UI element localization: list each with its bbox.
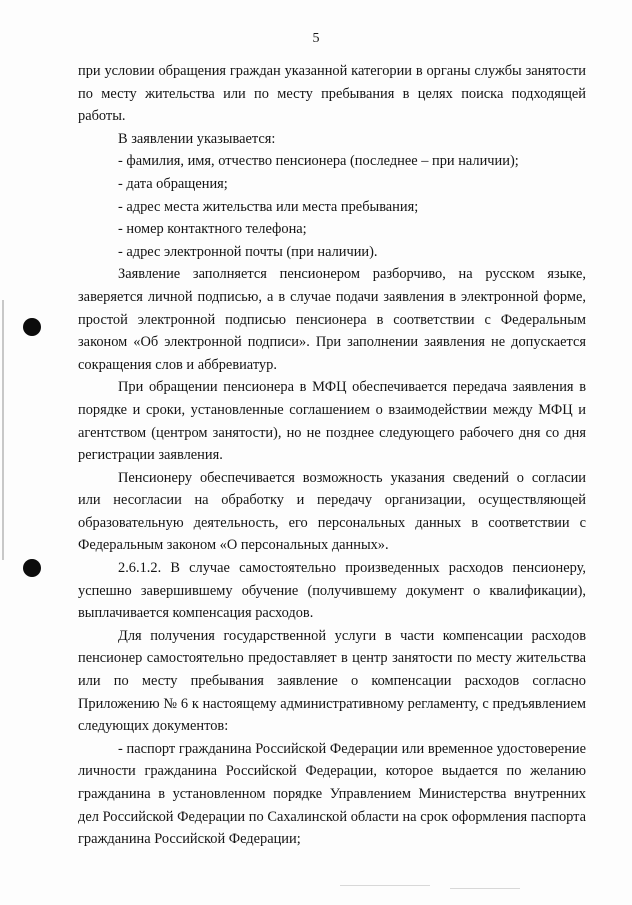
paragraph-consent: Пенсионеру обеспечивается возможность указания сведений о согласии или несогласии на обработку и передачу организации, осуществляющей образовательную деятельность, его персональных данных в соответствии с Федеральным законом «О персональных данных». bbox=[78, 469, 586, 554]
list-item: - номер контактного телефона; bbox=[118, 221, 307, 238]
scan-speck bbox=[450, 888, 520, 889]
scan-speck bbox=[340, 885, 430, 886]
paragraph-clause-2-6-1-2: 2.6.1.2. В случае самостоятельно произведенных расходов пенсионеру, успешно завершившему обучение (получившему документ о квалификации), выплачивается компенсация расходов. bbox=[78, 560, 586, 622]
list-item: - адрес места жительства или места пребывания; bbox=[118, 198, 419, 215]
paragraph-compensation-request: Для получения государственной услуги в части компенсации расходов пенсионер самостоятельно предоставляет в центр занятости по месту жительства или по месту пребывания заявление о компенсации расходов согласно Приложению № 6 к настоящему административному регламенту, с предъявлением следующих документов: bbox=[78, 627, 586, 735]
paragraph-continuation: при условии обращения граждан указанной категории в органы службы занятости по месту жительства или по месту пребывания в целях поиска подходящей работы. bbox=[78, 63, 586, 125]
list-item: - фамилия, имя, отчество пенсионера (последнее – при наличии); bbox=[118, 153, 519, 170]
list-item: - адрес электронной почты (при наличии). bbox=[118, 243, 378, 260]
punch-hole bbox=[23, 318, 41, 336]
list-item: - дата обращения; bbox=[118, 175, 228, 192]
scan-edge-mark bbox=[2, 300, 4, 560]
document-body bbox=[78, 60, 586, 851]
paragraph-passport-item: - паспорт гражданина Российской Федерации или временное удостоверение личности гражданина Российской Федерации, которое выдается по желанию гражданина в установленном порядке Управлением Министерства внутренних дел Российской Федерации по Сахалинской области на срок оформления паспорта гражданина Российской Федерации; bbox=[78, 740, 586, 848]
paragraph-filling-rules: Заявление заполняется пенсионером разборчиво, на русском языке, заверяется личной подписью, а в случае подачи заявления в электронной форме, простой электронной подписью пенсионера в соответствии с Федеральным законом «Об электронной подписи». При заполнении заявления не допускается сокращения слов и аббревиатур. bbox=[78, 266, 586, 373]
statement-intro: В заявлении указывается: bbox=[118, 130, 276, 147]
page-number: 5 bbox=[312, 31, 320, 46]
paragraph-mfc-transfer: При обращении пенсионера в МФЦ обеспечивается передача заявления в порядке и сроки, установленные соглашением о взаимодействии между МФЦ и агентством (центром занятости), но не позднее следующего рабочего дня со дня регистрации заявления. bbox=[78, 379, 586, 464]
punch-hole bbox=[23, 559, 41, 577]
